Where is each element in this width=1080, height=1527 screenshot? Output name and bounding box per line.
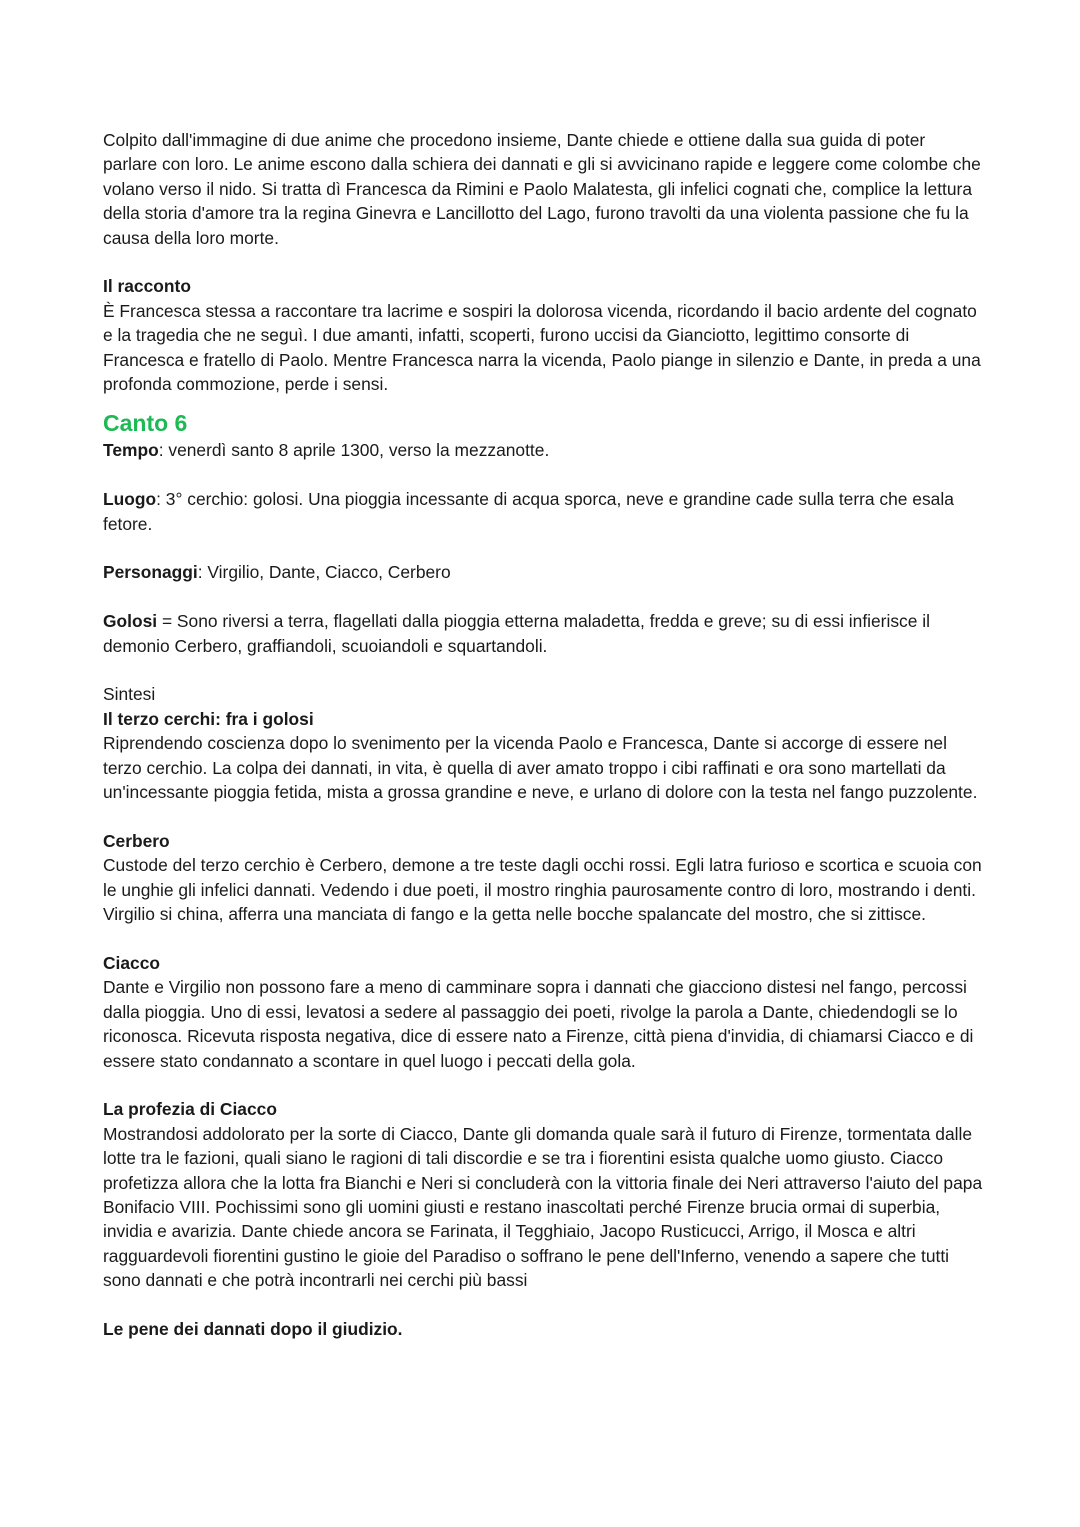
spacer [103, 804, 983, 828]
sintesi-label: Sintesi [103, 684, 156, 705]
spacer [103, 1073, 983, 1097]
section-heading-ciacco: Ciacco [103, 952, 161, 973]
spacer [103, 658, 983, 682]
sintesi-paragraph: Riprendendo coscienza dopo lo svenimento per la vicenda Paolo e Francesca, Dante si accorge di essere nel terzo cerchio. La colpa dei dannati, in vita, è quella di aver amato troppo i cibi raffinati e ora sono martellati da un'incessante pioggia fetida, mista a grossa grandine e neve, e urlano di dolore con la testa nel fango puzzolente. [103, 733, 978, 803]
document-page [103, 128, 983, 1341]
racconto-paragraph: È Francesca stessa a raccontare tra lacrime e sospiri la dolorosa vicenda, ricordando il bacio ardente del cognato e la tragedia che ne seguì. I due amanti, infatti, scoperti, furono uccisi da Gianciotto, legittimo consorte di Francesca e fratello di Paolo. Mentre Francesca narra la vicenda, Paolo piange in silenzio e Dante, in preda a una profonda commozione, perde i sensi. [103, 300, 981, 395]
personaggi-label: Personaggi [103, 562, 198, 583]
personaggi-text: : Virgilio, Dante, Ciacco, Cerbero [197, 562, 451, 583]
spacer [103, 463, 983, 487]
tempo-line [103, 438, 983, 462]
spacer [103, 250, 983, 274]
section-heading-profezia: La profezia di Ciacco [103, 1099, 277, 1120]
section-heading-racconto: Il racconto [103, 276, 191, 297]
cerbero-paragraph: Custode del terzo cerchio è Cerbero, demone a tre teste dagli occhi rossi. Egli latra furioso e scortica e scuoia con le unghie gli infelici dannati. Vedendo i due poeti, il mostro ringhia paurosamente contro di loro, mostrando i denti. Virgilio si china, afferra una manciata di fango e la getta nelle bocche spalancate del mostro, che si zittisce. [103, 855, 982, 925]
spacer [103, 536, 983, 560]
tempo-label: Tempo [103, 440, 159, 461]
canto-title: Canto 6 [103, 410, 188, 437]
ciacco-paragraph: Dante e Virgilio non possono fare a meno di camminare sopra i dannati che giacciono distesi nel fango, percossi dalla pioggia. Uno di essi, levatosi a sedere al passaggio dei poeti, rivolge la parola a Dante, chiedendogli se lo riconosca. Ricevuta risposta negativa, dice di essere nato a Firenze, città piena d'invidia, di chiamarsi Ciacco e di essere stato condannato a scontare in quel luogo i peccati della gola. [103, 977, 974, 1071]
intro-paragraph: Colpito dall'immagine di due anime che procedono insieme, Dante chiede e ottiene dalla sua guida di poter parlare con loro. Le anime escono dalla schiera dei dannati e gli si avvicinano rapide e leggere come colombe che volano verso il nido. Si tratta dì Francesca da Rimini e Paolo Malatesta, gli infelici cognati che, complice la lettura della storia d'amore tra la regina Ginevra e Lancillotto del Lago, furono travolti da una violenta passione che fu la causa della loro morte. [103, 130, 981, 248]
golosi-label: Golosi [103, 611, 158, 632]
spacer [103, 927, 983, 951]
luogo-text: : 3° cerchio: golosi. Una pioggia incessante di acqua sporca, neve e grandine cade sulla terra che esala fetore. [103, 489, 954, 534]
personaggi-line [103, 560, 983, 584]
profezia-paragraph: Mostrandosi addolorato per la sorte di Ciacco, Dante gli domanda quale sarà il futuro di Firenze, tormentata dalle lotte tra le fazioni, quali siano le ragioni di tali discordie e se tra i fiorentini esista qualche uomo giusto. Ciacco profetizza allora che la lotta fra Bianchi e Neri si concluderà con la vittoria finale dei Neri attraverso l'aiuto del papa Bonifacio VIII. Pochissimi sono gli uomini giusti e restano inascoltati perché Firenze brucia ormai di superbia, invidia e avarizia. Dante chiede ancora se Farinata, il Tegghiaio, Jacopo Rusticucci, Arrigo, il Mosca e altri ragguardevoli fiorentini gustino le gioie del Paradiso o soffrano le pene dell'Inferno, venendo a sapere che tutti sono dannati e che potrà incontrarli nei cerchi più bassi [103, 1123, 983, 1291]
golosi-text: = Sono riversi a terra, flagellati dalla pioggia etterna maladetta, fredda e greve; su di essi infierisce il demonio Cerbero, graffiandoli, scuoiandoli e squartandoli. [103, 611, 930, 656]
section-heading-terzo-cerchio: Il terzo cerchi: fra i golosi [103, 708, 314, 729]
section-heading-cerbero: Cerbero [103, 830, 170, 851]
spacer [103, 1293, 983, 1317]
spacer [103, 585, 983, 609]
luogo-line [103, 487, 983, 536]
tempo-text: : venerdì santo 8 aprile 1300, verso la mezzanotte. [158, 440, 550, 461]
section-heading-pene: Le pene dei dannati dopo il giudizio. [103, 1318, 403, 1339]
luogo-label: Luogo [103, 489, 157, 510]
golosi-line [103, 609, 983, 658]
